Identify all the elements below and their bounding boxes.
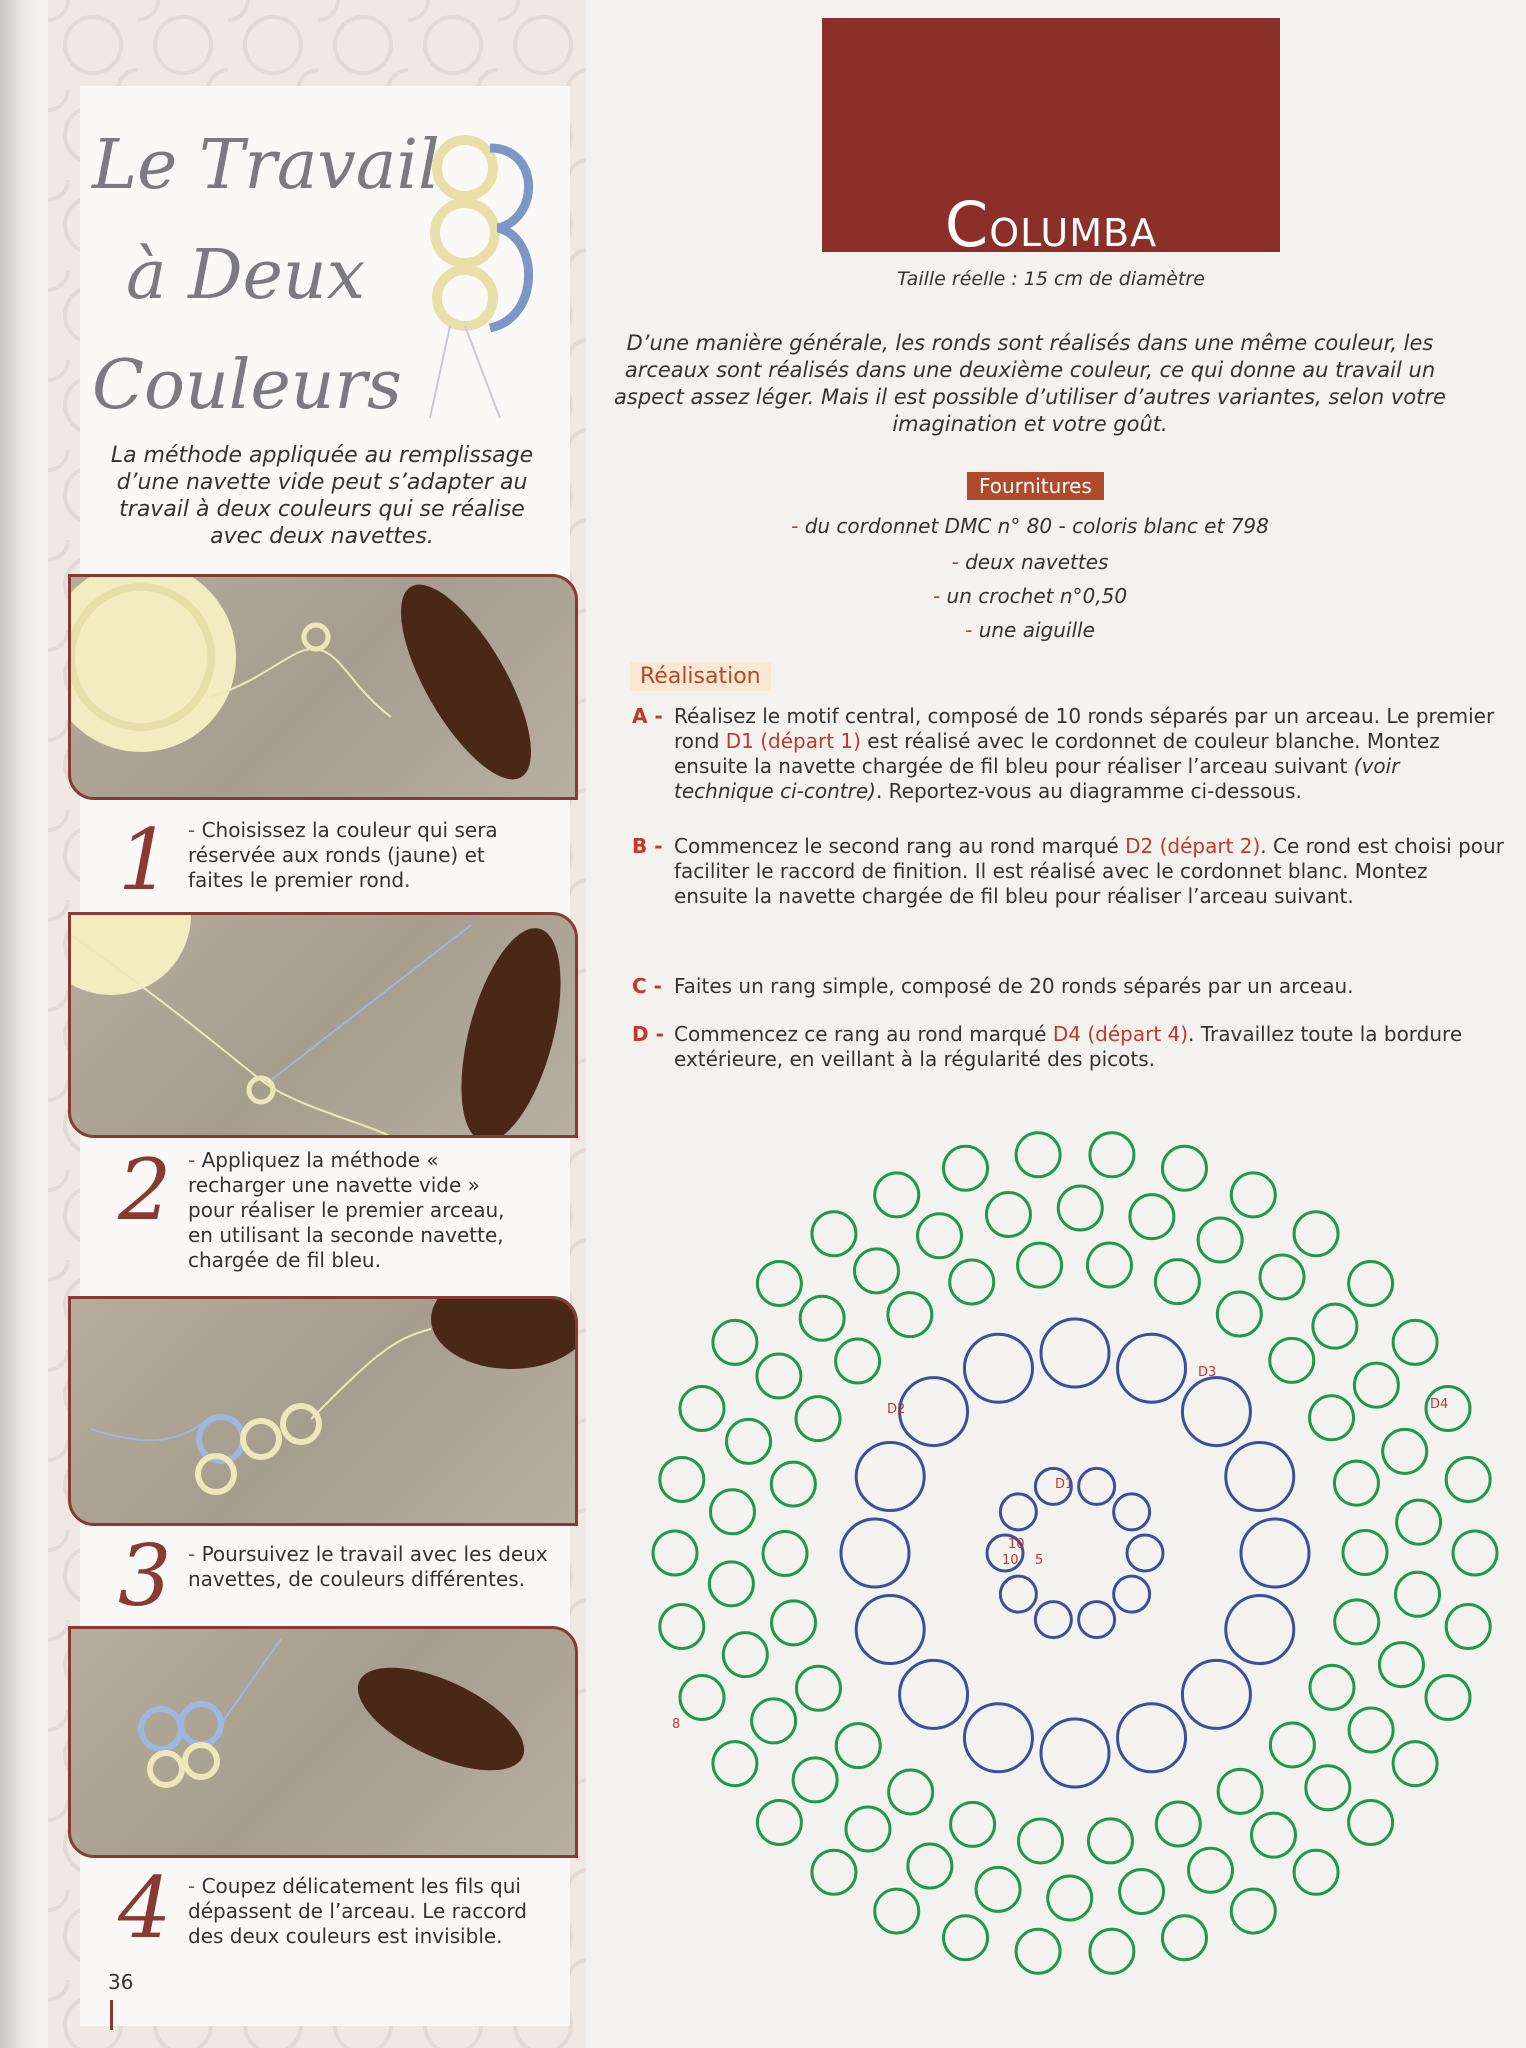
green-ring bbox=[1310, 1396, 1354, 1440]
green-ring bbox=[1383, 1429, 1427, 1473]
green-ring bbox=[976, 1867, 1020, 1911]
green-ring bbox=[1354, 1363, 1398, 1407]
step-3-text: - Poursuivez le travail avec les deux navettes, de couleurs différentes. bbox=[188, 1542, 548, 1591]
label-d3: D3 bbox=[1198, 1365, 1217, 1380]
title-banner bbox=[822, 18, 1280, 261]
step-4-photo bbox=[68, 1626, 578, 1858]
green-ring bbox=[1130, 1195, 1174, 1239]
title-line-2: à Deux bbox=[126, 236, 366, 315]
green-ring bbox=[1231, 1889, 1275, 1933]
green-ring bbox=[1120, 1870, 1164, 1914]
green-ring bbox=[793, 1758, 837, 1802]
green-ring bbox=[796, 1397, 840, 1441]
blue-ring bbox=[1035, 1602, 1071, 1638]
pattern-title: COLUMBA bbox=[944, 188, 1158, 261]
green-ring bbox=[1087, 1243, 1131, 1287]
title-line-3: Couleurs bbox=[92, 346, 402, 425]
instruction-b-letter: B - bbox=[632, 834, 663, 858]
step-2-number: 2 bbox=[118, 1141, 172, 1239]
step-3-photo bbox=[68, 1296, 578, 1526]
green-ring bbox=[723, 1633, 767, 1677]
blue-chain bbox=[1118, 1334, 1186, 1402]
actual-size: Taille réelle : 15 cm de diamètre bbox=[897, 268, 1205, 290]
blue-chain bbox=[1241, 1519, 1309, 1587]
instruction-b bbox=[632, 834, 1512, 944]
green-ring bbox=[710, 1490, 754, 1534]
green-ring bbox=[1349, 1800, 1393, 1844]
green-ring bbox=[1188, 1848, 1232, 1892]
step-1-photo bbox=[68, 574, 578, 800]
green-ring bbox=[855, 1249, 899, 1293]
green-ring bbox=[757, 1354, 801, 1398]
label-d4: D4 bbox=[1430, 1397, 1449, 1412]
green-ring bbox=[944, 1916, 988, 1960]
green-ring bbox=[986, 1192, 1030, 1236]
supply-item: - une aiguille bbox=[965, 618, 1095, 642]
tatting-diagram bbox=[650, 1108, 1500, 1988]
green-ring bbox=[1396, 1572, 1440, 1616]
green-ring bbox=[1310, 1665, 1354, 1709]
green-ring bbox=[1218, 1769, 1262, 1813]
green-ring bbox=[660, 1458, 704, 1502]
green-ring bbox=[1048, 1876, 1092, 1920]
green-ring bbox=[944, 1146, 988, 1190]
green-ring bbox=[1090, 1929, 1134, 1973]
green-ring bbox=[1058, 1186, 1102, 1230]
instruction-c-letter: C - bbox=[632, 974, 662, 998]
green-ring bbox=[1349, 1708, 1393, 1752]
blue-chain bbox=[841, 1519, 909, 1587]
green-ring bbox=[800, 1296, 844, 1340]
green-ring bbox=[846, 1807, 890, 1851]
green-ring bbox=[763, 1531, 807, 1575]
blue-chain bbox=[1041, 1719, 1109, 1787]
blue-chain bbox=[1226, 1596, 1294, 1664]
green-ring bbox=[1260, 1255, 1304, 1299]
green-ring bbox=[1270, 1723, 1314, 1767]
blue-chain bbox=[900, 1378, 968, 1446]
step-4-text: - Coupez délicatement les fils qui dépassent de l’arceau. Le raccord des deux couleurs est invisible. bbox=[188, 1874, 527, 1948]
green-ring bbox=[1334, 1461, 1378, 1505]
green-ring bbox=[1156, 1802, 1200, 1846]
instruction-a-text: Réalisez le motif central, composé de 10 ronds séparés par un arceau. Le premier rond D1 (départ 1) est réalisé avec le cordonnet de couleur blanche. Montez ensuite la navette chargée de fil bleu pour réaliser l’arceau suivant (voir technique ci-contre). Reportez-vous au diagramme ci-dessous. bbox=[674, 704, 1495, 803]
label-d2: D2 bbox=[887, 1402, 906, 1417]
green-ring bbox=[1251, 1813, 1295, 1857]
green-ring bbox=[836, 1339, 880, 1383]
realisation-heading: Réalisation bbox=[630, 662, 771, 691]
blue-chain bbox=[1118, 1704, 1186, 1772]
blue-chain bbox=[900, 1660, 968, 1728]
green-ring bbox=[889, 1770, 933, 1814]
green-ring bbox=[918, 1214, 962, 1258]
green-ring bbox=[888, 1293, 932, 1337]
title-line-1: Le Travail bbox=[92, 126, 440, 205]
instruction-c bbox=[632, 974, 1512, 1004]
green-ring bbox=[1446, 1458, 1490, 1502]
intro-text: La méthode appliquée au remplissage d’une navette vide peut s’adapter au travail à deux couleurs qui se réalise avec deux navettes. bbox=[110, 443, 534, 549]
green-ring bbox=[660, 1604, 704, 1648]
green-ring bbox=[653, 1531, 697, 1575]
green-ring bbox=[727, 1419, 771, 1463]
green-ring bbox=[1379, 1643, 1423, 1687]
green-ring bbox=[752, 1699, 796, 1743]
green-ring bbox=[1018, 1243, 1062, 1287]
left-title bbox=[40, 112, 440, 425]
green-ring bbox=[1162, 1916, 1206, 1960]
green-ring bbox=[1397, 1500, 1441, 1544]
green-ring bbox=[812, 1850, 856, 1894]
blue-ring bbox=[1000, 1576, 1036, 1612]
green-ring bbox=[757, 1800, 801, 1844]
green-ring bbox=[757, 1262, 801, 1306]
blue-chain bbox=[1041, 1319, 1109, 1387]
instruction-c-text: Faites un rang simple, composé de 20 ronds séparés par un arceau. bbox=[674, 974, 1354, 998]
green-ring bbox=[950, 1260, 994, 1304]
blue-ring bbox=[1079, 1602, 1115, 1638]
green-ring bbox=[1198, 1218, 1242, 1262]
page-number: 36 bbox=[108, 1970, 134, 1994]
label-5: 5 bbox=[1035, 1553, 1044, 1568]
blue-chain bbox=[1182, 1660, 1250, 1728]
green-ring bbox=[1313, 1304, 1357, 1348]
supplies-heading: Fournitures bbox=[967, 472, 1104, 500]
green-ring bbox=[875, 1889, 919, 1933]
green-ring bbox=[908, 1844, 952, 1888]
green-ring bbox=[1090, 1133, 1134, 1177]
green-ring bbox=[1294, 1212, 1338, 1256]
instruction-a bbox=[632, 704, 1512, 814]
green-ring bbox=[713, 1320, 757, 1364]
green-ring bbox=[1217, 1292, 1261, 1336]
blue-chain bbox=[1226, 1442, 1294, 1510]
instruction-b-text: Commencez le second rang au rond marqué D2 (départ 2). Ce rond est choisi pour faciliter le raccord de finition. Il est réalisé avec le cordonnet blanc. Montez ensuite la navette chargée de fil bleu pour réaliser l’arceau suivant. bbox=[674, 834, 1504, 908]
green-ring bbox=[1019, 1819, 1063, 1863]
supply-item: - deux navettes bbox=[951, 550, 1109, 574]
blue-chain bbox=[856, 1596, 924, 1664]
pattern-description: D’une manière générale, les ronds sont réalisés dans une même couleur, les arceaux sont réalisés dans une deuxième couleur, ce qui donne au travail un aspect assez léger. Mais il est possible d’utiliser d’autres variantes, selon votre imagination et votre goût. bbox=[614, 331, 1446, 436]
green-ring bbox=[875, 1173, 919, 1217]
green-ring bbox=[1016, 1929, 1060, 1973]
instruction-a-letter: A - bbox=[632, 704, 663, 728]
step-2-text: - Appliquez la méthode « recharger une navette vide » pour réaliser le premier arceau, en utilisant la seconde navette, chargée de fil bleu. bbox=[188, 1148, 505, 1272]
step-2-photo bbox=[68, 912, 578, 1138]
green-ring bbox=[951, 1802, 995, 1846]
blue-chain bbox=[856, 1442, 924, 1510]
green-ring bbox=[680, 1387, 724, 1431]
blue-ring bbox=[1079, 1468, 1115, 1504]
blue-chain bbox=[1182, 1378, 1250, 1446]
step-1-text: - Choisissez la couleur qui sera réservée aux ronds (jaune) et faites le premier rond. bbox=[188, 818, 498, 892]
instruction-d-text: Commencez ce rang au rond marqué D4 (départ 4). Travaillez toute la bordure extérieure, en veillant à la régularité des picots. bbox=[674, 1022, 1463, 1071]
green-ring bbox=[1088, 1819, 1132, 1863]
label-d1: D1 bbox=[1055, 1477, 1074, 1492]
tatting-sample-image bbox=[410, 128, 560, 428]
green-ring bbox=[1393, 1742, 1437, 1786]
green-ring bbox=[836, 1724, 880, 1768]
green-ring bbox=[1270, 1338, 1314, 1382]
green-ring bbox=[1426, 1675, 1470, 1719]
green-ring bbox=[1446, 1604, 1490, 1648]
green-ring bbox=[1349, 1262, 1393, 1306]
green-ring bbox=[1155, 1260, 1199, 1304]
green-ring bbox=[1343, 1531, 1387, 1575]
step-1-number: 1 bbox=[118, 811, 172, 909]
green-ring bbox=[1231, 1173, 1275, 1217]
blue-chain bbox=[964, 1704, 1032, 1772]
green-ring bbox=[680, 1675, 724, 1719]
label-10: 10 bbox=[1008, 1537, 1025, 1552]
green-ring bbox=[1294, 1850, 1338, 1894]
green-ring bbox=[1306, 1766, 1350, 1810]
label-10: 10 bbox=[1002, 1553, 1019, 1568]
green-ring bbox=[1453, 1531, 1497, 1575]
green-ring bbox=[709, 1562, 753, 1606]
instruction-d-letter: D - bbox=[632, 1022, 664, 1046]
green-ring bbox=[796, 1666, 840, 1710]
green-ring bbox=[771, 1462, 815, 1506]
instruction-d bbox=[632, 1022, 1512, 1082]
step-3-number: 3 bbox=[118, 1527, 172, 1625]
label-8: 8 bbox=[672, 1717, 681, 1732]
blue-ring bbox=[1127, 1535, 1163, 1571]
green-ring bbox=[812, 1212, 856, 1256]
supply-item: - du cordonnet DMC n° 80 - coloris blanc et 798 bbox=[791, 514, 1269, 538]
page-number-marker bbox=[110, 2000, 113, 2030]
green-ring bbox=[713, 1742, 757, 1786]
step-4-number: 4 bbox=[118, 1859, 172, 1957]
green-ring bbox=[1162, 1146, 1206, 1190]
green-ring bbox=[772, 1601, 816, 1645]
blue-ring bbox=[1114, 1494, 1150, 1530]
page-binding bbox=[0, 0, 40, 2048]
green-ring bbox=[1393, 1320, 1437, 1364]
green-ring bbox=[1016, 1133, 1060, 1177]
supply-item: - un crochet n°0,50 bbox=[932, 584, 1128, 608]
blue-ring bbox=[1000, 1494, 1036, 1530]
green-ring bbox=[1335, 1600, 1379, 1644]
blue-ring bbox=[1114, 1576, 1150, 1612]
blue-chain bbox=[964, 1334, 1032, 1402]
